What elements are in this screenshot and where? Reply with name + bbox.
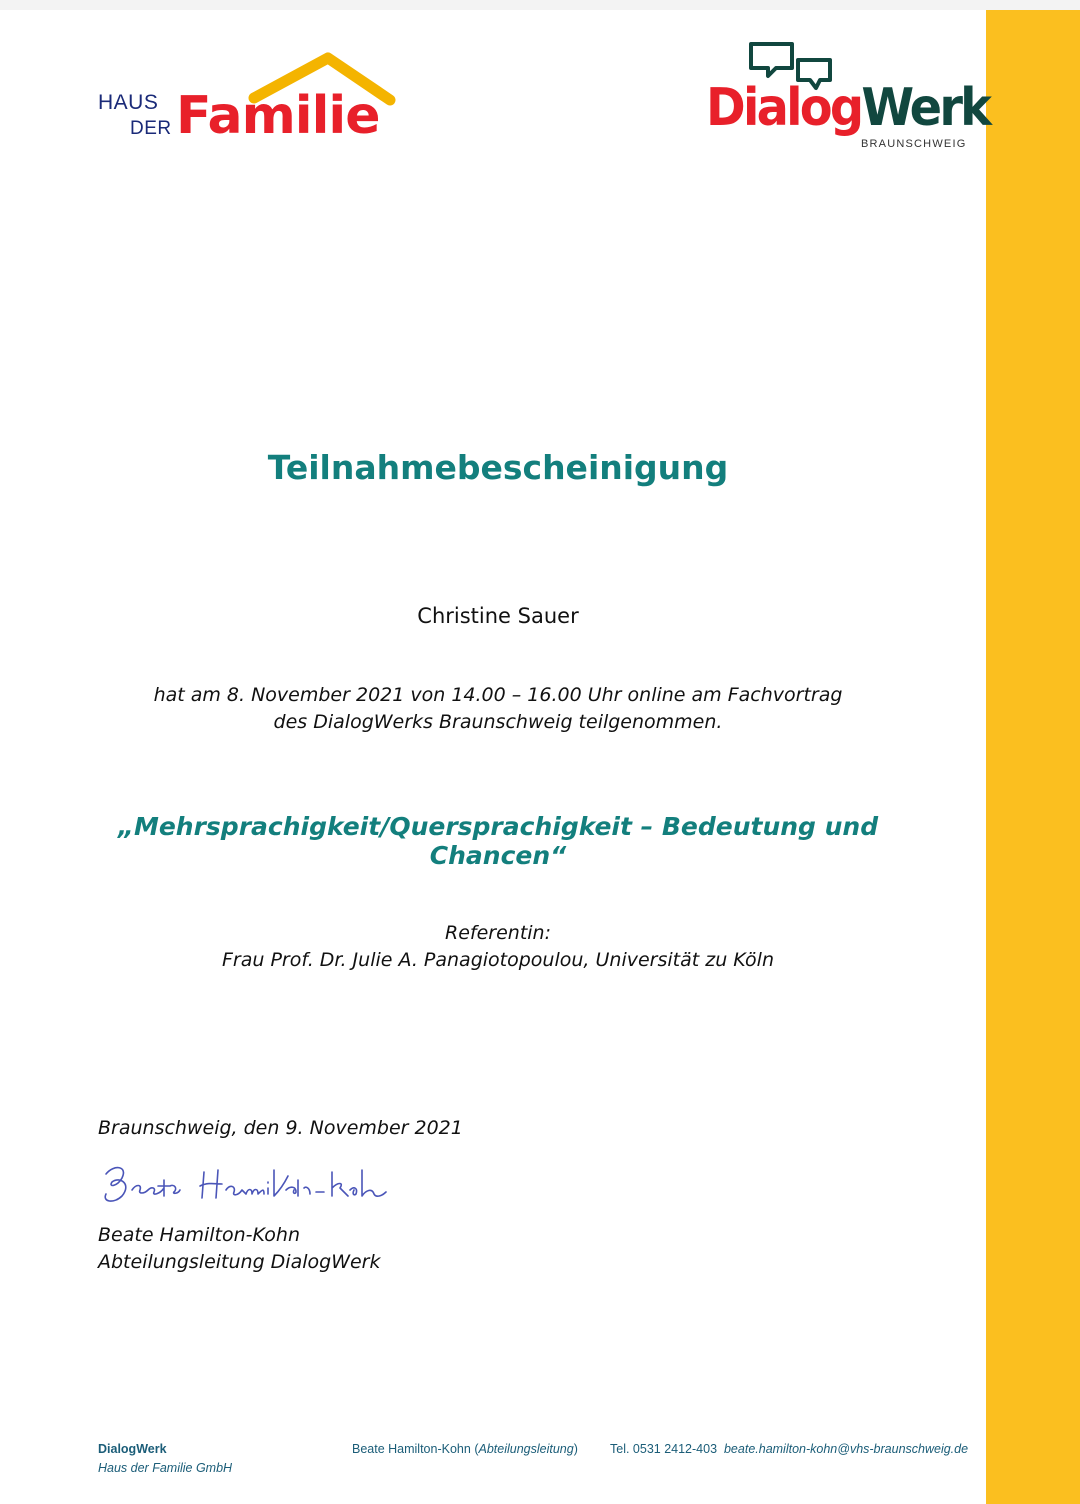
signer-role: Abteilungsleitung DialogWerk (98, 1251, 381, 1273)
signer-block (98, 1222, 381, 1276)
participant-name: Christine Sauer (417, 604, 579, 628)
logo-werk-text: Werk (861, 78, 990, 138)
footer-email[interactable]: beate.hamilton-kohn@vhs-braunschweig.de (723, 1442, 969, 1456)
footer-paren-open: ( (474, 1442, 479, 1456)
haus-der-familie-logo (98, 50, 398, 150)
footer-paren-close: ) (573, 1442, 578, 1456)
logo-dialog-text: Dialog (706, 78, 862, 138)
participation-description (98, 682, 898, 736)
description-line-1: hat am 8. November 2021 von 14.00 – 16.00 Uhr online am Fachvortrag (153, 684, 843, 706)
logo-city-text: BRAUNSCHWEIG (861, 138, 967, 150)
place-and-date: Braunschweig, den 9. November 2021 (98, 1117, 463, 1139)
footer-contact-role: Abteilungsleitung (478, 1442, 574, 1456)
yellow-side-bar (986, 10, 1080, 1504)
footer-phone: Tel. 0531 2412-403 (610, 1442, 718, 1456)
speaker-block (98, 920, 898, 974)
footer-org-name: DialogWerk (98, 1442, 167, 1456)
certificate-title: Teilnahmebescheinigung (267, 448, 729, 487)
top-edge (0, 0, 1080, 10)
logo-haus-text: HAUS (98, 91, 159, 114)
footer-contact-person (352, 1440, 578, 1459)
footer-organization (98, 1440, 232, 1478)
description-line-2: des DialogWerks Braunschweig teilgenommen. (273, 711, 723, 733)
logo-der-text: DER (130, 118, 172, 139)
dialogwerk-logo (706, 40, 990, 155)
footer-contact-details (610, 1440, 968, 1459)
logo-dialogwerk-wordmark (706, 80, 989, 136)
footer-org-sub: Haus der Familie GmbH (98, 1461, 233, 1475)
handwritten-signature (92, 1150, 392, 1220)
speaker-label: Referentin: (445, 922, 551, 944)
lecture-title: „Mehrsprachigkeit/Quersprachigkeit – Bedeutung und Chancen“ (117, 812, 879, 870)
speaker-name: Frau Prof. Dr. Julie A. Panagiotopoulou, Universität zu Köln (221, 949, 775, 971)
footer-contact-name: Beate Hamilton-Kohn (352, 1442, 471, 1456)
signer-name: Beate Hamilton-Kohn (98, 1224, 301, 1246)
logo-familie-text: Familie (176, 86, 380, 146)
